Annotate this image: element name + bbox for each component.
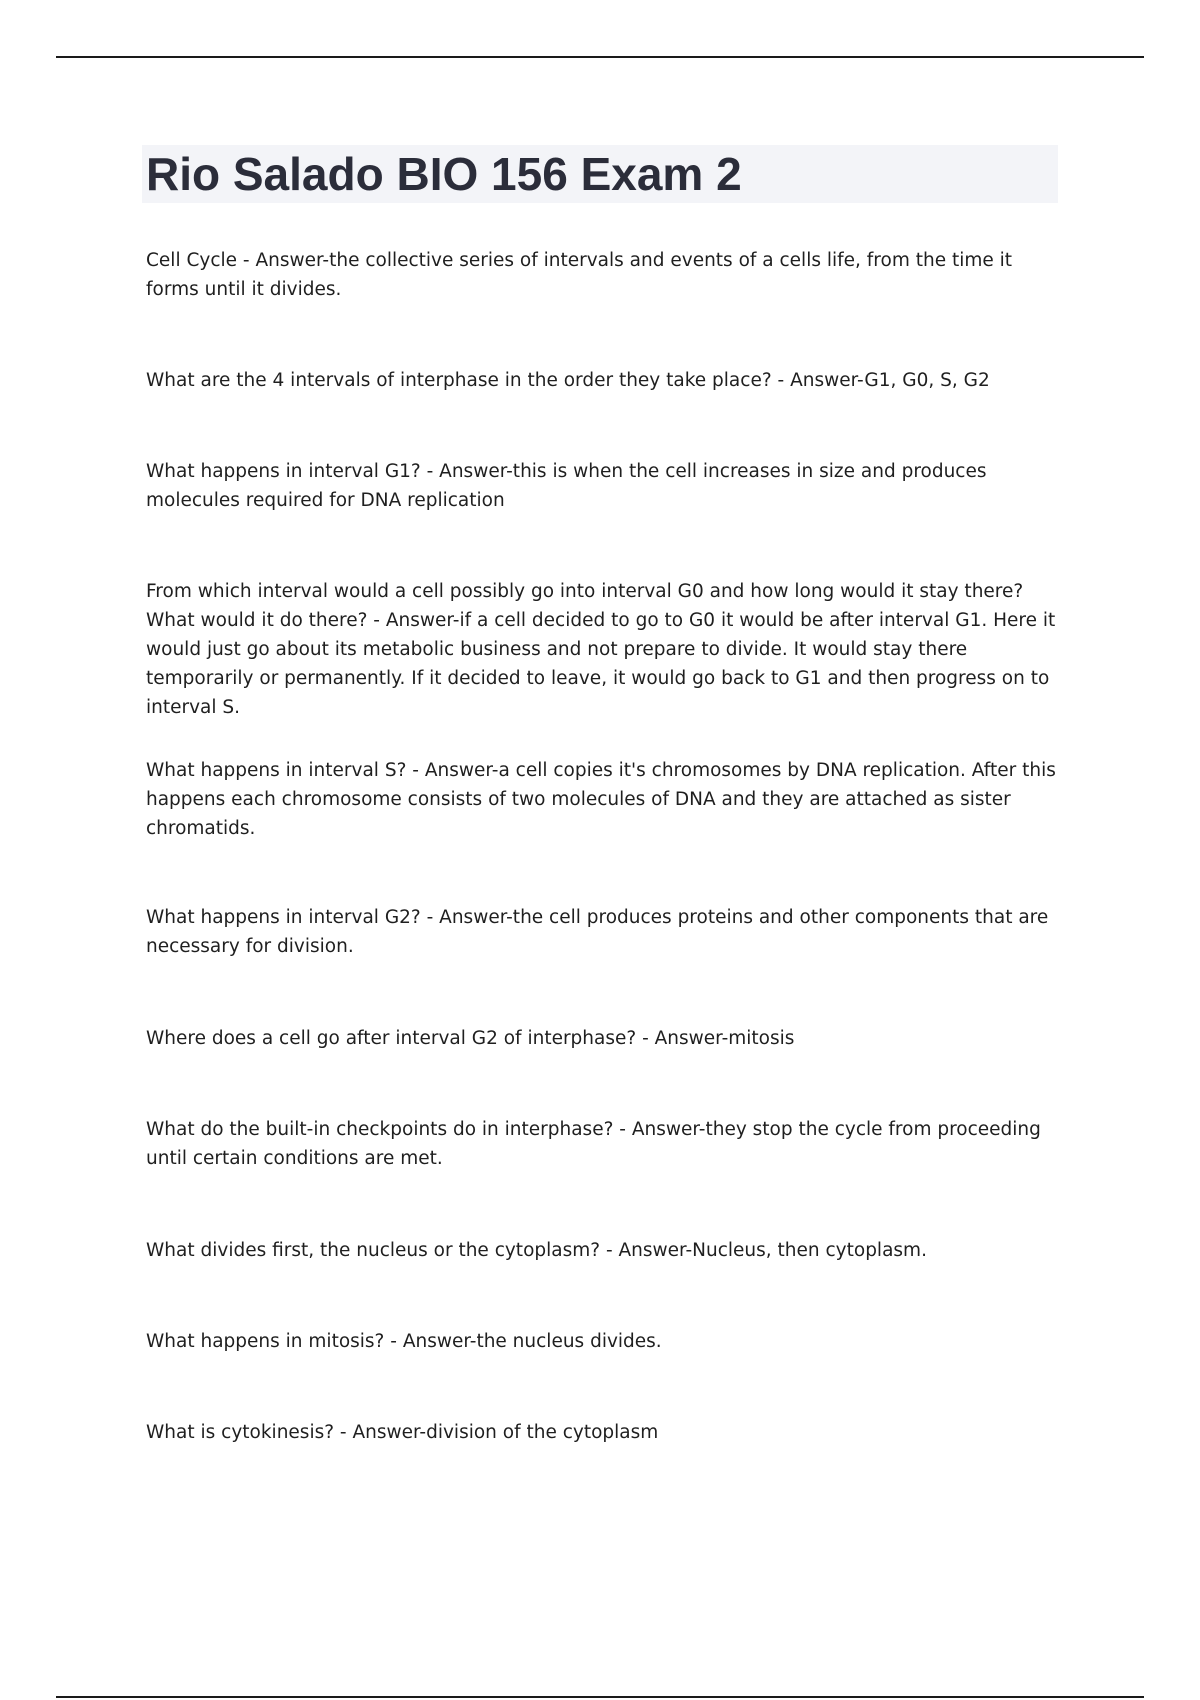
qa-entry-after-g2: Where does a cell go after interval G2 of interphase? - Answer-mitosis	[146, 1028, 795, 1049]
bottom-divider	[56, 1696, 1144, 1698]
qa-entry-g0: From which interval would a cell possibly go into interval G0 and how long would it stay there? What would it do there? - Answer-if a cell decided to go to G0 it would be after interval G1. Here it would just go about its metabolic business and not prepare to divide. It would stay there temporarily or permanently. If it decided to leave, it would go back to G1 and then progress on to interval S.	[146, 581, 1056, 718]
page-title: Rio Salado BIO 156 Exam 2	[146, 148, 742, 200]
qa-entry-checkpoints: What do the built-in checkpoints do in interphase? - Answer-they stop the cycle from proceeding until certain conditions are met.	[146, 1119, 1041, 1169]
qa-entry-g2: What happens in interval G2? - Answer-the cell produces proteins and other components that are necessary for division.	[146, 907, 1049, 957]
qa-entry-cell-cycle: Cell Cycle - Answer-the collective series of intervals and events of a cells life, from the time it forms until it divides.	[146, 250, 1013, 300]
qa-entry-interphase-intervals: What are the 4 intervals of interphase in the order they take place? - Answer-G1, G0, S, G2	[146, 370, 990, 391]
qa-entry-s-interval: What happens in interval S? - Answer-a cell copies it's chromosomes by DNA replication. After this happens each chromosome consists of two molecules of DNA and they are attached as sister chromatids.	[146, 760, 1056, 839]
qa-entry-g1: What happens in interval G1? - Answer-this is when the cell increases in size and produces molecules required for DNA replication	[146, 461, 987, 511]
qa-entry-divides-first: What divides first, the nucleus or the cytoplasm? - Answer-Nucleus, then cytoplasm.	[146, 1240, 927, 1261]
top-divider	[56, 56, 1144, 58]
qa-entry-cytokinesis: What is cytokinesis? - Answer-division of the cytoplasm	[146, 1422, 659, 1443]
qa-entry-mitosis: What happens in mitosis? - Answer-the nucleus divides.	[146, 1331, 662, 1352]
